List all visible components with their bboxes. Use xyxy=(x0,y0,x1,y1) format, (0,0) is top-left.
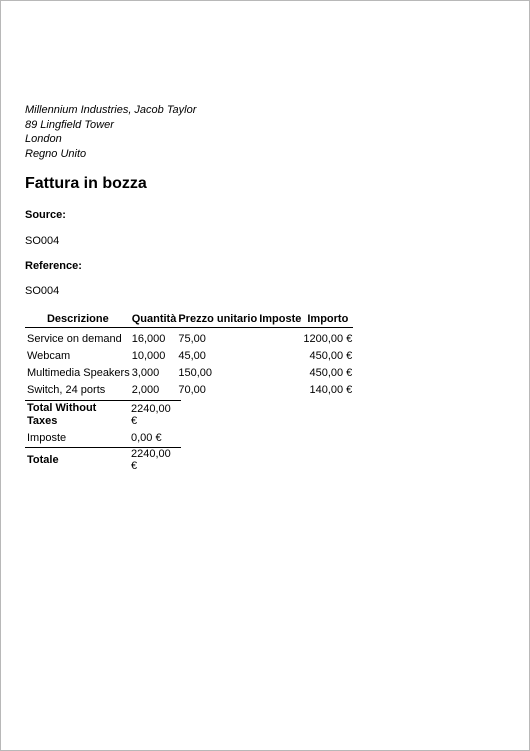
column-header-description: Descrizione xyxy=(25,311,131,328)
grand-total-value: 2240,00 € xyxy=(129,448,181,473)
column-header-amount: Importo xyxy=(302,311,353,328)
line-description: Multimedia Speakers xyxy=(27,366,130,379)
line-amount: 1200,00 € xyxy=(303,333,353,345)
address-line-country: Regno Unito xyxy=(25,147,87,160)
reference-label: Reference: xyxy=(25,260,82,272)
totals-table xyxy=(25,400,181,472)
line-quantity: 16,000 xyxy=(131,333,166,345)
address-line-city: London xyxy=(25,133,62,145)
grand-total-row xyxy=(25,448,181,473)
document-title: Fattura in bozza xyxy=(25,175,147,192)
line-description: Switch, 24 ports xyxy=(27,383,106,396)
table-header-row xyxy=(25,311,353,328)
untaxed-total-row xyxy=(25,401,181,430)
line-quantity: 2,000 xyxy=(131,383,160,396)
source-label: Source: xyxy=(25,209,66,221)
table-row xyxy=(25,328,353,348)
line-unit-price: 70,00 xyxy=(178,383,206,396)
line-unit-price: 75,00 xyxy=(178,333,206,345)
line-amount: 450,00 € xyxy=(309,349,353,362)
tax-total-value: 0,00 € xyxy=(131,432,162,444)
line-description: Webcam xyxy=(27,349,71,362)
line-taxes xyxy=(258,347,302,364)
line-amount: 140,00 € xyxy=(309,383,353,396)
address-line-street: 89 Lingfield Tower xyxy=(25,118,114,131)
address-line-name: Millennium Industries, Jacob Taylor xyxy=(25,104,197,116)
table-row xyxy=(25,364,353,381)
line-description: Service on demand xyxy=(27,333,122,345)
table-row xyxy=(25,347,353,364)
line-taxes xyxy=(258,381,302,398)
invoice-lines-table xyxy=(25,311,353,398)
customer-address xyxy=(25,103,196,161)
tax-total-label: Imposte xyxy=(27,432,67,444)
line-quantity: 3,000 xyxy=(131,366,160,379)
table-row xyxy=(25,381,353,398)
source-value: SO004 xyxy=(25,235,60,247)
grand-total-label: Totale xyxy=(25,448,129,473)
line-amount: 450,00 € xyxy=(309,366,353,379)
line-quantity: 10,000 xyxy=(131,349,166,362)
column-header-unit-price: Prezzo unitario xyxy=(177,311,258,328)
line-unit-price: 45,00 xyxy=(178,349,206,362)
line-taxes xyxy=(258,364,302,381)
tax-total-row xyxy=(25,429,181,448)
line-taxes xyxy=(258,328,302,348)
reference-value: SO004 xyxy=(25,285,60,297)
column-header-taxes: Imposte xyxy=(258,311,302,328)
column-header-quantity: Quantità xyxy=(131,311,178,328)
untaxed-total-label: Total Without Taxes xyxy=(25,401,129,430)
line-unit-price: 150,00 xyxy=(178,366,212,379)
untaxed-total-value: 2240,00 € xyxy=(129,401,181,430)
